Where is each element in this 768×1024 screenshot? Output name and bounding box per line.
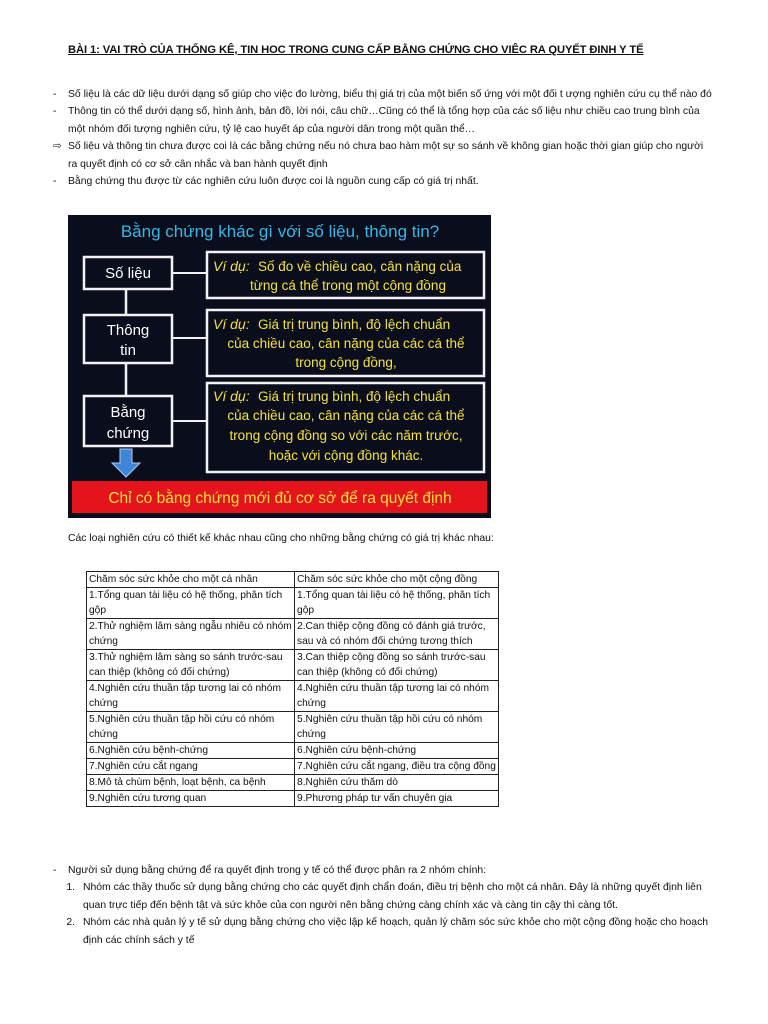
definition-bullets xyxy=(53,86,713,190)
example-line: hoặc với cộng đồng khác. xyxy=(268,448,424,463)
numbered-item xyxy=(53,914,713,949)
table-header-row xyxy=(87,572,499,588)
table-row xyxy=(87,791,499,807)
example-line: Giá trị trung bình, độ lệch chuẩn xyxy=(258,317,451,332)
column-header: Chăm sóc sức khỏe cho một cá nhân xyxy=(87,572,295,588)
table-row xyxy=(87,712,499,743)
item-number: 2. xyxy=(66,917,75,929)
table-cell: 5.Nghiên cứu thuần tập hồi cứu có nhóm chứng xyxy=(295,712,499,743)
table-cell: 4.Nghiên cứu thuần tập tương lai có nhóm chứng xyxy=(295,681,499,712)
bullet-text: Người sử dụng bằng chứng để ra quyết định trong y tế có thể được phân ra 2 nhóm chính: xyxy=(68,865,487,876)
item-text: Nhóm các thầy thuốc sử dụng bằng chứng cho các quyết định chẩn đoán, điều trị bệnh cho một cá nhân. Đây là những quyết định liên quan trực tiếp đến bệnh tật và sức khỏe của con người nên bằng chứng càng chính xác và càng tin cậy thì càng tốt. xyxy=(83,882,702,911)
bullet-item xyxy=(53,138,713,173)
label-information: tin xyxy=(120,342,136,359)
table-cell: 9.Phương pháp tư vấn chuyên gia xyxy=(295,791,499,807)
table-row xyxy=(87,650,499,681)
example-line: từng cá thể trong một cộng đồng xyxy=(250,278,446,293)
table-row xyxy=(87,619,499,650)
table-cell: 3.Thử nghiệm lâm sàng so sánh trước-sau can thiệp (không có đối chứng) xyxy=(87,650,295,681)
bullet-text: Thông tin có thể dưới dạng số, hình ảnh, bản đồ, lời nói, câu chữ…Cũng có thể là tổng hợp của các số liệu như chiều cao trung bình của một nhóm đối tượng nghiên cứu, tỷ lệ cao huyết áp của người dân trong một quần thể… xyxy=(68,106,700,135)
example-line: Giá trị trung bình, độ lệch chuẩn xyxy=(258,389,451,404)
bullet-text: Số liệu là các dữ liệu dưới dạng số giúp cho việc đo lường, biểu thị giá trị của một biến số ứng với một đối t ượng nghiên cứu cụ thể nào đó xyxy=(68,89,712,100)
bullet-marker: - xyxy=(53,106,57,118)
table-cell: 9.Nghiên cứu tương quan xyxy=(87,791,295,807)
page-title: BÀI 1: VAI TRÒ CỦA THỐNG KÊ, TIN HOC TRONG CUNG CẤP BẰNG CHỨNG CHO VIÊC RA QUYẾT ĐINH Y TẾ xyxy=(68,44,644,56)
bullet-marker: - xyxy=(53,865,57,876)
table-cell: 1.Tổng quan tài liệu có hệ thống, phân tích gộp xyxy=(87,588,295,619)
evidence-users-section xyxy=(53,862,713,949)
example-line: của chiều cao, cân nặng của các cá thể xyxy=(227,408,465,423)
example-line: trong cộng đồng, xyxy=(295,355,397,370)
bullet-item xyxy=(53,103,713,138)
bullet-text: Số liệu và thông tin chưa được coi là các bằng chứng nếu nó chưa bao hàm một sự so sánh về không gian hoặc thời gian giúp cho người ra quyết định có cơ sở cân nhắc và ban hành quyết định xyxy=(68,141,704,170)
item-text: Nhóm các nhà quản lý y tế sử dụng bằng chứng cho việc lập kế hoạch, quản lý chăm sóc sức khỏe cho một cộng đồng hoặc cho hoạch định các chính sách y tế xyxy=(83,917,709,946)
example-line: Số đo về chiều cao, cân nặng của xyxy=(258,259,462,274)
numbered-item xyxy=(53,879,713,914)
example-prefix: Ví dụ: xyxy=(213,316,250,332)
example-prefix: Ví dụ: xyxy=(213,258,250,274)
table-row xyxy=(87,681,499,712)
evidence-slide-image xyxy=(68,215,491,518)
footer-text: Chỉ có bằng chứng mới đủ cơ sở để ra quyết định xyxy=(108,490,452,507)
table-cell: 2.Thử nghiệm lâm sàng ngẫu nhiêu có nhóm chứng xyxy=(87,619,295,650)
bullet-item xyxy=(53,173,713,190)
table-cell: 1.Tổng quan tài liệu có hệ thống, phân tích gộp xyxy=(295,588,499,619)
label-information: Thông xyxy=(106,322,150,339)
bullet-item xyxy=(53,862,713,879)
table-cell: 5.Nghiên cứu thuần tập hồi cứu có nhóm chứng xyxy=(87,712,295,743)
slide-heading: Bằng chứng khác gì với số liệu, thông tin? xyxy=(120,222,440,241)
table-cell: 8.Nghiên cứu thăm dò xyxy=(295,775,499,791)
bullet-item xyxy=(53,86,713,103)
label-evidence: chứng xyxy=(106,425,150,442)
label-evidence: Bằng xyxy=(110,404,146,421)
table-cell: 3.Can thiệp cộng đồng so sánh trước-sau can thiệp (không có đối chứng) xyxy=(295,650,499,681)
table-row xyxy=(87,775,499,791)
label-data: Số liệu xyxy=(105,265,151,282)
table-cell: 2.Can thiệp cộng đồng có đánh giá trước, sau và có nhóm đối chứng tương thích xyxy=(295,619,499,650)
table-row xyxy=(87,743,499,759)
column-header: Chăm sóc sức khỏe cho một cộng đồng xyxy=(295,572,499,588)
table-intro: Các loại nghiên cứu có thiết kế khác nhau cũng cho những bằng chứng có giá trị khác nhau: xyxy=(68,533,494,544)
table-cell: 7.Nghiên cứu cắt ngang, điều tra cộng đồng xyxy=(295,759,499,775)
table-row xyxy=(87,588,499,619)
table-cell: 4.Nghiên cứu thuần tập tương lai có nhóm chứng xyxy=(87,681,295,712)
bullet-marker: - xyxy=(53,89,57,100)
table-cell: 6.Nghiên cứu bệnh-chứng xyxy=(87,743,295,759)
bullet-marker: - xyxy=(53,176,57,188)
example-line: trong cộng đồng so với các năm trước, xyxy=(229,428,463,443)
table-row xyxy=(87,759,499,775)
table-cell: 8.Mô tả chùm bệnh, loạt bệnh, ca bệnh xyxy=(87,775,295,791)
table-cell: 6.Nghiên cứu bệnh-chứng xyxy=(295,743,499,759)
study-design-table xyxy=(86,571,499,807)
example-line: của chiều cao, cân nặng của các cá thể xyxy=(227,336,465,351)
bullet-text: Bằng chứng thu được từ các nghiên cứu luôn được coi là nguồn cung cấp có giá trị nhất. xyxy=(68,176,479,188)
table-cell: 7.Nghiên cứu cắt ngang xyxy=(87,759,295,775)
arrow-icon: ⇨ xyxy=(53,141,62,153)
example-prefix: Ví dụ: xyxy=(213,388,250,404)
item-number: 1. xyxy=(66,882,75,894)
